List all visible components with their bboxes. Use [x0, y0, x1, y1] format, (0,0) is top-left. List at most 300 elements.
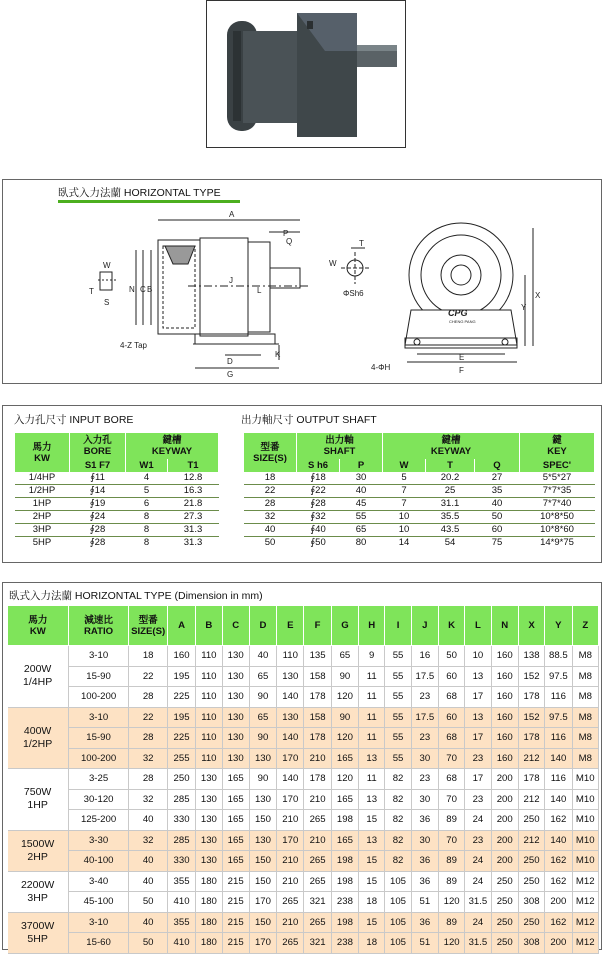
dim-header-cell: C	[222, 606, 249, 646]
table-cell: 65	[340, 524, 383, 537]
output-shaft-table	[243, 433, 595, 549]
dim-header-cell: I	[385, 606, 411, 646]
table-cell: 130	[196, 789, 222, 810]
table-cell: 11	[359, 687, 385, 708]
label-hole: 4-ΦH	[371, 363, 391, 372]
table-cell: 140	[545, 748, 572, 769]
dim-header-cell: G	[331, 606, 358, 646]
table-cell: 120	[331, 687, 358, 708]
table-cell: 238	[331, 892, 358, 913]
table-cell: 51	[411, 933, 438, 954]
table-cell: 210	[277, 851, 304, 872]
dim-header-cell: K	[438, 606, 464, 646]
table-cell: 65	[331, 646, 358, 667]
table-cell: 31.1	[426, 498, 475, 511]
table-cell: 3-10	[68, 646, 129, 667]
table-cell: 68	[438, 728, 464, 749]
table-row	[8, 830, 599, 851]
table-cell: 40	[129, 912, 167, 933]
table-cell: 60	[438, 666, 464, 687]
table-cell: ∮28	[70, 524, 126, 537]
table-cell: 36	[411, 810, 438, 831]
table-cell: 23	[411, 728, 438, 749]
table-cell: 4	[126, 472, 168, 485]
table-row	[244, 537, 595, 550]
table-cell: M12	[572, 912, 599, 933]
table-cell: 355	[167, 871, 195, 892]
table-cell: 1/4HP	[15, 472, 70, 485]
header-bore: 入力孔 BORE	[70, 433, 126, 459]
table-cell: 3HP	[15, 524, 70, 537]
table-cell: 255	[167, 748, 195, 769]
label-J: J	[229, 276, 233, 285]
table-cell: 160	[491, 748, 518, 769]
label-P: P	[283, 229, 289, 238]
table-row	[8, 789, 599, 810]
table-cell: 285	[167, 830, 195, 851]
table-cell: 68	[438, 769, 464, 790]
technical-drawing	[2, 179, 602, 384]
table-cell: 90	[249, 769, 276, 790]
table-cell: 22	[244, 485, 297, 498]
table-cell: ∮11	[70, 472, 126, 485]
table-cell: 32	[129, 789, 167, 810]
table-cell: 10	[383, 511, 426, 524]
table-cell: M8	[572, 646, 599, 667]
table-cell: 55	[385, 728, 411, 749]
table-cell: 178	[304, 728, 331, 749]
table-cell: 120	[438, 892, 464, 913]
table-cell: 100-200	[68, 687, 129, 708]
table-cell: 162	[545, 912, 572, 933]
table-cell: 150	[249, 912, 276, 933]
table-cell: 51	[411, 892, 438, 913]
table-cell: M12	[572, 933, 599, 954]
table-cell: 210	[277, 912, 304, 933]
table-cell: M8	[572, 666, 599, 687]
table-cell: 250	[518, 810, 544, 831]
table-cell: 265	[304, 871, 331, 892]
label-B: B	[147, 285, 153, 294]
table-cell: 165	[222, 769, 249, 790]
table-cell: 15	[359, 871, 385, 892]
table-cell: 40	[475, 498, 520, 511]
table-cell: ∮14	[70, 485, 126, 498]
table-cell: 36	[411, 912, 438, 933]
table-cell: 13	[359, 830, 385, 851]
table-cell: 130	[222, 666, 249, 687]
table-cell: 170	[277, 830, 304, 851]
table-cell: 170	[249, 933, 276, 954]
table-cell: 89	[438, 871, 464, 892]
label-C: C	[140, 285, 146, 294]
table-cell: M8	[572, 748, 599, 769]
table-cell: 180	[196, 892, 222, 913]
table-cell: 225	[167, 687, 195, 708]
table-cell: 16	[411, 646, 438, 667]
table-cell: 50	[438, 646, 464, 667]
table-cell: 3-30	[68, 830, 129, 851]
table-cell: 215	[222, 892, 249, 913]
table-row	[8, 912, 599, 933]
table-cell: 198	[331, 810, 358, 831]
table-cell: 40	[129, 851, 167, 872]
table-cell: 10*8*60	[520, 524, 595, 537]
table-cell: 5	[383, 472, 426, 485]
table-cell: 215	[222, 933, 249, 954]
table-cell: 12.8	[168, 472, 219, 485]
label-D: D	[227, 357, 233, 366]
table-cell: 30	[411, 748, 438, 769]
table-cell: 215	[222, 871, 249, 892]
table-cell: M10	[572, 810, 599, 831]
table-cell: 27	[475, 472, 520, 485]
table-cell: 170	[277, 748, 304, 769]
table-row	[244, 524, 595, 537]
table-cell: 210	[277, 871, 304, 892]
table-cell: 170	[277, 789, 304, 810]
table-cell: 60	[475, 524, 520, 537]
table-cell: 11	[359, 769, 385, 790]
table-cell: ∮40	[297, 524, 340, 537]
table-row	[15, 498, 219, 511]
header-bore-sub: S1 F7	[70, 459, 126, 472]
table-cell: 40	[129, 810, 167, 831]
table-cell: M10	[572, 769, 599, 790]
table-cell: 285	[167, 789, 195, 810]
table-cell: 50	[129, 933, 167, 954]
header-t1: T1	[168, 459, 219, 472]
table-cell: 162	[545, 810, 572, 831]
table-cell: 170	[249, 892, 276, 913]
dim-header-cell: X	[518, 606, 544, 646]
power-cell: 2200W 3HP	[8, 871, 69, 912]
table-cell: 31.5	[465, 892, 491, 913]
header-power: 馬力 KW	[15, 433, 70, 472]
table-cell: 140	[545, 830, 572, 851]
header-t: T	[426, 459, 475, 472]
table-cell: M10	[572, 851, 599, 872]
table-cell: 180	[196, 933, 222, 954]
table-cell: 7*7*35	[520, 485, 595, 498]
table-cell: 32	[244, 511, 297, 524]
table-cell: 130	[222, 687, 249, 708]
table-cell: 70	[438, 748, 464, 769]
table-cell: 250	[491, 912, 518, 933]
table-cell: 165	[331, 789, 358, 810]
table-cell: 5	[126, 485, 168, 498]
table-cell: 18	[359, 933, 385, 954]
table-cell: 17.5	[411, 707, 438, 728]
table-cell: 9	[359, 646, 385, 667]
header-size: 型番 SIZE(S)	[244, 433, 297, 472]
table-cell: 13	[359, 789, 385, 810]
table-cell: 7*7*40	[520, 498, 595, 511]
dimension-title: 臥式入力法蘭 HORIZONTAL TYPE (Dimension in mm)	[9, 590, 263, 602]
table-cell: 24	[465, 810, 491, 831]
table-cell: 200	[545, 892, 572, 913]
table-cell: 178	[518, 687, 544, 708]
table-cell: 30-120	[68, 789, 129, 810]
table-cell: 15	[359, 851, 385, 872]
table-cell: 60	[438, 707, 464, 728]
table-cell: 165	[222, 810, 249, 831]
table-row	[8, 871, 599, 892]
table-cell: 130	[196, 769, 222, 790]
table-row	[244, 498, 595, 511]
table-cell: 158	[304, 666, 331, 687]
table-cell: 31.3	[168, 524, 219, 537]
dim-header-cell: F	[304, 606, 331, 646]
dim-header-cell: B	[196, 606, 222, 646]
table-cell: 65	[249, 666, 276, 687]
table-cell: 16.3	[168, 485, 219, 498]
table-cell: 24	[465, 871, 491, 892]
table-row	[8, 748, 599, 769]
table-cell: 18	[359, 892, 385, 913]
gear-reducer-image	[207, 1, 406, 148]
table-row	[8, 707, 599, 728]
table-cell: 23	[411, 769, 438, 790]
table-row	[15, 537, 219, 550]
table-cell: 31.3	[183, 537, 203, 548]
table-cell: 50	[475, 511, 520, 524]
table-cell: 3-10	[68, 912, 129, 933]
label-X: X	[535, 291, 541, 300]
table-cell: M12	[572, 871, 599, 892]
table-cell: 23	[465, 789, 491, 810]
table-cell: 8	[126, 511, 168, 524]
table-cell: 1/2HP	[15, 485, 70, 498]
table-row	[8, 646, 599, 667]
table-cell: 130	[249, 789, 276, 810]
table-cell: 97.5	[545, 666, 572, 687]
table-cell: 238	[331, 933, 358, 954]
table-cell: 40-100	[68, 851, 129, 872]
table-cell: 225	[167, 728, 195, 749]
table-cell: 2HP	[15, 511, 70, 524]
table-cell: 8	[126, 524, 168, 537]
table-cell: 130	[249, 830, 276, 851]
table-cell: 31.5	[465, 933, 491, 954]
table-cell: 130	[277, 707, 304, 728]
table-cell: 36	[411, 851, 438, 872]
table-cell: 90	[249, 728, 276, 749]
table-cell: 11	[359, 666, 385, 687]
table-cell: 198	[331, 851, 358, 872]
table-cell: 120	[331, 769, 358, 790]
table-cell: 18	[244, 472, 297, 485]
table-cell: 130	[222, 748, 249, 769]
table-row	[8, 892, 599, 913]
table-cell: 250	[491, 871, 518, 892]
table-cell: 28	[129, 769, 167, 790]
table-cell: 90	[331, 707, 358, 728]
table-cell: 110	[196, 666, 222, 687]
table-cell: 308	[518, 892, 544, 913]
table-cell: 195	[167, 666, 195, 687]
table-cell: 97.5	[545, 707, 572, 728]
table-cell: 198	[331, 871, 358, 892]
table-cell: 165	[222, 851, 249, 872]
table-cell: 11	[359, 728, 385, 749]
table-cell: 330	[167, 810, 195, 831]
table-cell: 250	[518, 851, 544, 872]
table-cell: 250	[167, 769, 195, 790]
table-cell: 178	[518, 728, 544, 749]
dim-header-cell: H	[359, 606, 385, 646]
label-A: A	[229, 210, 235, 219]
table-cell: 265	[304, 851, 331, 872]
table-row	[244, 485, 595, 498]
table-cell: 200	[545, 933, 572, 954]
header-w: W	[383, 459, 426, 472]
label-Q: Q	[286, 237, 293, 246]
dimension-panel	[2, 582, 602, 950]
table-cell: 23	[465, 830, 491, 851]
table-cell: 8	[143, 537, 150, 548]
table-cell: 20.2	[426, 472, 475, 485]
header-keyway: 鍵槽 KEYWAY	[126, 433, 219, 459]
table-cell: 165	[222, 789, 249, 810]
table-cell: 212	[518, 748, 544, 769]
table-cell: 160	[491, 707, 518, 728]
table-cell: 130	[222, 707, 249, 728]
table-cell: 105	[385, 892, 411, 913]
table-cell: 140	[545, 789, 572, 810]
table-cell: 250	[518, 871, 544, 892]
table-cell: 150	[249, 851, 276, 872]
table-cell: ∮19	[70, 498, 126, 511]
table-cell: 22	[129, 666, 167, 687]
table-cell: 18	[129, 646, 167, 667]
table-cell: 130	[277, 666, 304, 687]
table-cell: 180	[196, 912, 222, 933]
table-cell: 110	[196, 646, 222, 667]
dim-header-cell: A	[167, 606, 195, 646]
table-cell: 10	[465, 646, 491, 667]
table-cell: 5HP	[32, 537, 52, 548]
table-cell: 32	[129, 830, 167, 851]
table-cell: 200	[491, 851, 518, 872]
table-cell: 40	[249, 646, 276, 667]
header-keyway-out: 鍵槽 KEYWAY	[383, 433, 520, 459]
table-cell: 75	[491, 537, 503, 548]
label-Y: Y	[521, 303, 527, 312]
table-cell: 110	[277, 646, 304, 667]
table-cell: 13	[359, 748, 385, 769]
table-cell: 160	[491, 728, 518, 749]
table-cell: 15	[359, 810, 385, 831]
table-cell: 36	[411, 871, 438, 892]
dim-header-cell: E	[277, 606, 304, 646]
table-cell: 82	[385, 769, 411, 790]
power-cell: 3700W 5HP	[8, 912, 69, 953]
dim-header-cell: 型番 SIZE(S)	[129, 606, 167, 646]
table-cell: 410	[167, 933, 195, 954]
label-T: T	[359, 239, 364, 248]
table-cell: 15-90	[68, 666, 129, 687]
dim-header-cell: 馬力 KW	[8, 606, 69, 646]
label-L: L	[257, 286, 262, 295]
table-cell: 200	[491, 769, 518, 790]
table-cell: 321	[304, 933, 331, 954]
header-key: 鍵 KEY	[520, 433, 595, 459]
table-cell: 308	[518, 933, 544, 954]
table-cell: 40	[244, 524, 297, 537]
bore-shaft-panel	[2, 405, 602, 563]
table-cell: 180	[196, 871, 222, 892]
table-cell: 3-10	[68, 707, 129, 728]
table-cell: 90	[331, 666, 358, 687]
table-cell: 210	[304, 789, 331, 810]
table-cell: 165	[331, 830, 358, 851]
table-cell: 140	[277, 687, 304, 708]
table-cell: 265	[277, 892, 304, 913]
table-cell: ∮24	[70, 511, 126, 524]
table-row	[244, 472, 595, 485]
table-cell: 321	[304, 892, 331, 913]
table-row	[244, 511, 595, 524]
table-cell: 138	[518, 646, 544, 667]
dim-header-cell: L	[465, 606, 491, 646]
table-cell: M8	[572, 728, 599, 749]
table-cell: 250	[518, 912, 544, 933]
drawing-svg	[3, 180, 601, 383]
table-cell: 158	[304, 707, 331, 728]
table-cell: 135	[304, 646, 331, 667]
label-F: F	[459, 366, 464, 375]
table-cell: 250	[491, 933, 518, 954]
dim-header-cell: D	[249, 606, 276, 646]
header-q: Q	[475, 459, 520, 472]
table-cell: 160	[491, 666, 518, 687]
power-cell: 750W 1HP	[8, 769, 69, 831]
table-cell: 178	[304, 769, 331, 790]
table-cell: 82	[385, 789, 411, 810]
table-cell: 55	[385, 707, 411, 728]
power-cell: 200W 1/4HP	[8, 646, 69, 708]
header-p: P	[340, 459, 383, 472]
table-row	[8, 933, 599, 954]
dim-header-cell: Y	[545, 606, 572, 646]
dim-header-cell: J	[411, 606, 438, 646]
table-cell: 50	[264, 537, 276, 548]
table-cell: ∮32	[297, 511, 340, 524]
table-cell: 152	[518, 707, 544, 728]
drawing-title: 臥式入力法蘭 HORIZONTAL TYPE	[58, 187, 221, 199]
table-cell: 70	[438, 789, 464, 810]
power-cell: 400W 1/2HP	[8, 707, 69, 769]
table-cell: 82	[385, 851, 411, 872]
table-cell: 3-40	[68, 871, 129, 892]
table-cell: 200	[491, 830, 518, 851]
table-cell: 152	[518, 666, 544, 687]
table-row	[15, 472, 219, 485]
table-cell: 110	[196, 728, 222, 749]
header-shaft: 出力軸 SHAFT	[297, 433, 383, 459]
table-cell: 23	[411, 687, 438, 708]
table-cell: ∮50	[310, 537, 326, 548]
table-cell: ∮18	[297, 472, 340, 485]
label-tap: 4-Z Tap	[120, 341, 147, 350]
table-cell: 212	[518, 830, 544, 851]
table-cell: 32	[129, 748, 167, 769]
table-cell: 30	[411, 830, 438, 851]
table-cell: 17	[465, 687, 491, 708]
table-cell: 160	[491, 646, 518, 667]
dim-header-cell: N	[491, 606, 518, 646]
